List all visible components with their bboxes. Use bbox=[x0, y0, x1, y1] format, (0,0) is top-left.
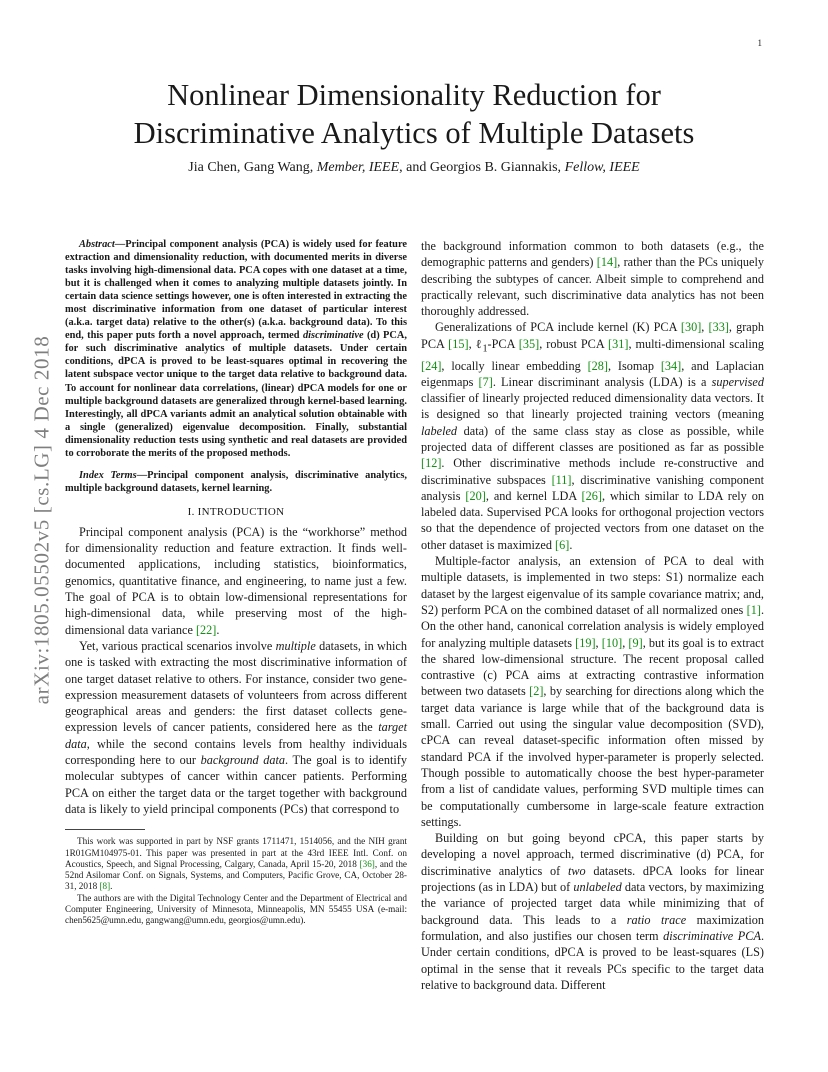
paragraph-text: datasets, in which one is tasked with extracting the most discriminative information of one target dataset relative to others. For instance, consider two gene-expression measurement datasets of volunteers from across different geographical areas and genders: the first dataset collects gene-expression levels of cancer patients, considered here as the bbox=[65, 638, 407, 735]
paragraph-text: . Under certain conditions, dPCA is proved to be least-squares (LS) optimal in the sense that it reveals PCs specific to the target data relative to background data. Different bbox=[421, 928, 764, 992]
paragraph-text: . The goal is to identify molecular subtypes of cancer within cancer patients. Performing PCA on either the target data or the target together with background data is likely to yield principal components (PCs) that correspond to bbox=[65, 753, 408, 816]
paragraph-text: , and Laplacian eigenmaps bbox=[421, 358, 764, 389]
paragraph-text: . On the other hand, canonical correlation analysis is widely employed for analyzing multiple datasets bbox=[421, 602, 764, 650]
paragraph-text: datasets. dPCA looks for linear projections (as in LDA) but of bbox=[421, 863, 764, 895]
paragraph-text: . Other discriminative methods include re-constructive and discriminative subspaces bbox=[421, 456, 764, 487]
citation-link[interactable]: [10] bbox=[601, 635, 623, 650]
abstract-text: —Principal component analysis (PCA) is widely used for feature extraction and dimensionality reduction, with documented merits in diverse tasks involving high-dimensional data. PCA copes with one dataset at a time, but it is challenged when it comes to analyzing multiple datasets jointly. In certain data science settings however, one is often interested in extracting the most discriminative information from one dataset of particular interest (a.k.a. target data) relative to the other(s) (a.k.a. background data). To this end, this paper puts forth a novel approach, termed bbox=[65, 239, 407, 342]
citation-link[interactable]: [11] bbox=[551, 472, 572, 487]
index-terms-text: —Principal component analysis, discriminative analytics, multiple background datasets, kernel learning. bbox=[65, 469, 407, 494]
paragraph-text: Yet, various practical scenarios involve bbox=[79, 638, 276, 653]
citation-link[interactable]: [1] bbox=[746, 602, 761, 617]
paragraph-text: , and kernel LDA bbox=[485, 488, 582, 503]
citation-link[interactable]: [6] bbox=[555, 537, 570, 552]
abstract-text-continued: (d) PCA, for such discriminative analytics of multiple datasets. Under certain conditions, dPCA is proved to be least-squares optimal in recovering the latent subspace vector unique to the target data relative to background data. To account for nonlinear data correlations, (linear) dPCA models for one or multiple background datasets are generalized through kernel-based learning. Interestingly, all dPCA variants admit an analytical solution obtainable with a single (generalized) eigenvalue decomposition. Finally, substantial dimensionality reduction tests using synthetic and real datasets are provided to corroborate the merits of the proposed methods. bbox=[65, 330, 407, 459]
paragraph-text: Building on but going beyond cPCA, this paper starts by developing a novel approach, termed discriminative (d) PCA, for discriminative analytics of bbox=[421, 831, 764, 878]
paragraph-text: -PCA bbox=[487, 336, 519, 351]
intro-paragraph-3 bbox=[421, 238, 764, 319]
emphasis: ratio trace bbox=[626, 912, 687, 927]
footnote-divider bbox=[65, 829, 145, 830]
intro-paragraph-1 bbox=[65, 524, 407, 638]
footnote-text: . bbox=[110, 881, 113, 892]
paragraph-text: , rather than the PCs uniquely describing the subtypes of cancer. Albeit simple to comprehend and practically relevant, such discriminative data analytics has not been thoroughly addressed. bbox=[421, 255, 764, 319]
author-list bbox=[60, 160, 768, 176]
emphasis: discriminative PCA bbox=[663, 928, 761, 943]
footnote-affiliation: The authors are with the Digital Technology Center and the Department of Electrical and Computer Engineering, University of Minnesota, Minneapolis, MN 55455 USA (e-mail: chen5625@umn.edu, gangwang@umn.edu, georgios@umn.edu). bbox=[65, 892, 407, 926]
paragraph-text: , ℓ bbox=[468, 336, 483, 351]
paragraph-text: data) of the same class stay as close as possible, while projected data of different classes are positioned as far as possible bbox=[421, 423, 764, 454]
citation-link[interactable]: [36] bbox=[359, 858, 375, 869]
paper-title bbox=[60, 76, 768, 152]
citation-link[interactable]: [35] bbox=[518, 336, 540, 351]
citation-link[interactable]: [30] bbox=[680, 320, 702, 335]
citation-link[interactable]: [31] bbox=[608, 336, 629, 351]
paragraph-text: maximization formulation, and also justifies our chosen term bbox=[421, 912, 764, 943]
paragraph-text: the background information common to both datasets (e.g., the demographic patterns and genders) bbox=[421, 239, 764, 270]
citation-link[interactable]: [26] bbox=[581, 488, 602, 503]
paragraph-text: , locally linear embedding bbox=[441, 358, 588, 373]
citation-link[interactable]: [15] bbox=[448, 336, 469, 351]
citation-link[interactable]: [20] bbox=[465, 488, 486, 503]
paper-title-line-2: Discriminative Analytics of Multiple Datasets bbox=[133, 116, 695, 150]
paragraph-text: , but its goal is to extract the shared low-dimensional structure. The recent proposal called contrastive (c) PCA aims at extracting contrastive information between two datasets bbox=[421, 635, 765, 699]
emphasis: supervised bbox=[711, 374, 764, 389]
emphasis: background data bbox=[200, 753, 286, 768]
paragraph-text: classifier of linearly projected reduced dimensionality data vectors. It is designed so that linearly projected training vectors (meaning bbox=[421, 391, 764, 422]
citation-link[interactable]: [14] bbox=[596, 255, 618, 270]
paragraph-text: Principal component analysis (PCA) is the “workhorse” method for dimensionality reduction and feature extraction. It finds well-documented applications, including statistics, bioinformatics, genomics, quantitative finance, and engineering, to name just a few. The goal of PCA is to obtain low-dimensional representations for high-dimensional data, while preserving most of the high-dimensional data variance bbox=[65, 524, 407, 637]
paragraph-text: , multi-dimensional scaling bbox=[628, 336, 765, 351]
emphasis: multiple bbox=[275, 638, 316, 653]
left-column bbox=[65, 238, 407, 927]
citation-link[interactable]: [24] bbox=[421, 358, 442, 373]
footnote-text: , and the 52nd Asilomar Conf. on Signals, Systems, and Computers, Pacific Grove, CA, October 28-31, 2018 bbox=[65, 858, 407, 892]
paper-title-line-1: Nonlinear Dimensionality Reduction for bbox=[167, 78, 661, 112]
section-heading-introduction: I. INTRODUCTION bbox=[187, 505, 285, 518]
author-role-fellow: Fellow, IEEE bbox=[564, 160, 640, 175]
paragraph-text: , discriminative vanishing component analysis bbox=[421, 472, 764, 503]
paragraph-text: , bbox=[701, 320, 709, 335]
paragraph-text: Generalizations of PCA include kernel (K) PCA bbox=[435, 320, 681, 335]
intro-paragraph-4 bbox=[421, 319, 764, 553]
intro-paragraph-6 bbox=[421, 830, 764, 993]
citation-link[interactable]: [22] bbox=[195, 622, 217, 637]
paragraph-text: Multiple-factor analysis, an extension of PCA to deal with multiple datasets, is implemented in two steps: S1) normalize each dataset by the largest eigenvalue of its sample covariance matrix; and, S2) perform PCA on the combined dataset of all normalized ones bbox=[421, 554, 764, 617]
author-role-member: Member, IEEE bbox=[316, 160, 400, 175]
citation-link[interactable]: [8] bbox=[99, 881, 111, 892]
emphasis: unlabeled bbox=[573, 880, 622, 895]
paragraph-text: . bbox=[569, 537, 573, 552]
abstract-lead: Abstract bbox=[79, 239, 115, 250]
citation-link[interactable]: [9] bbox=[628, 635, 643, 650]
paragraph-text: , robust PCA bbox=[539, 336, 609, 351]
citation-link[interactable]: [12] bbox=[421, 456, 442, 471]
paragraph-text: , by searching for directions along which the target data variance is large while that of the background data is small. Carried out using the singular value decomposition (SVD), cPCA can reveal dataset-specific information often missed by standard PCA if the involved hyper-parameter is properly selected. Though possible to automatically choose the best hyper-parameter from a list of candidate values, performing SVD multiple times can be computationally cumbersome in large-scale feature extraction settings. bbox=[421, 684, 764, 829]
citation-link[interactable]: [2] bbox=[529, 684, 544, 699]
footnote-funding bbox=[65, 836, 407, 892]
citation-link[interactable]: [33] bbox=[708, 320, 729, 335]
emphasis: two bbox=[567, 863, 586, 878]
paragraph-text: , bbox=[622, 635, 629, 650]
paragraph-text: , which similar to LDA rely on labeled data. Supervised PCA looks for orthogonal projection vectors so that the dependence of projected vectors from one dataset on the other dataset is maximized bbox=[421, 488, 764, 552]
right-column bbox=[421, 238, 764, 993]
citation-link[interactable]: [28] bbox=[587, 358, 608, 373]
intro-paragraph-5 bbox=[421, 553, 764, 830]
abstract bbox=[65, 238, 407, 460]
citation-link[interactable]: [7] bbox=[478, 374, 493, 389]
footnote-text: This work was supported in part by NSF grants 1711471, 1514056, and the NIH grant 1R01GM104975-01. This paper was presented in part at the 43rd IEEE Intl. Conf. on Acoustics, Speech, and Signal Processing, Calgary, Canada, April 15-20, 2018 bbox=[65, 836, 407, 869]
authors-part-1: Jia Chen, Gang Wang, bbox=[188, 160, 317, 175]
subscript: 1 bbox=[482, 343, 488, 355]
page-number: 1 bbox=[757, 38, 762, 48]
paragraph-text: , bbox=[595, 635, 602, 650]
paragraph-text: , while the second contains levels from healthy individuals corresponding here to our bbox=[65, 736, 407, 768]
paragraph-text: . bbox=[216, 622, 220, 637]
intro-paragraph-2 bbox=[65, 638, 407, 817]
citation-link[interactable]: [34] bbox=[660, 358, 682, 373]
paragraph-text: data vectors, by maximizing the variance of projected target data while minimizing that of background data. This leads to a bbox=[421, 880, 764, 927]
emphasis: target data bbox=[65, 720, 407, 751]
citation-link[interactable]: [19] bbox=[575, 635, 596, 650]
abstract-emphasis: discriminative bbox=[302, 330, 364, 342]
paragraph-text: , graph PCA bbox=[421, 320, 764, 351]
paragraph-text: , Isomap bbox=[607, 358, 661, 373]
paragraph-text: . Linear discriminant analysis (LDA) is a bbox=[492, 374, 712, 389]
arxiv-identifier-stamp: arXiv:1805.05502v5 [cs.LG] 4 Dec 2018 bbox=[29, 335, 54, 705]
emphasis: labeled bbox=[421, 423, 458, 438]
authors-part-2: , and Georgios B. Giannakis, bbox=[399, 160, 565, 175]
index-terms-lead: Index Terms bbox=[79, 469, 137, 481]
index-terms bbox=[65, 469, 407, 495]
